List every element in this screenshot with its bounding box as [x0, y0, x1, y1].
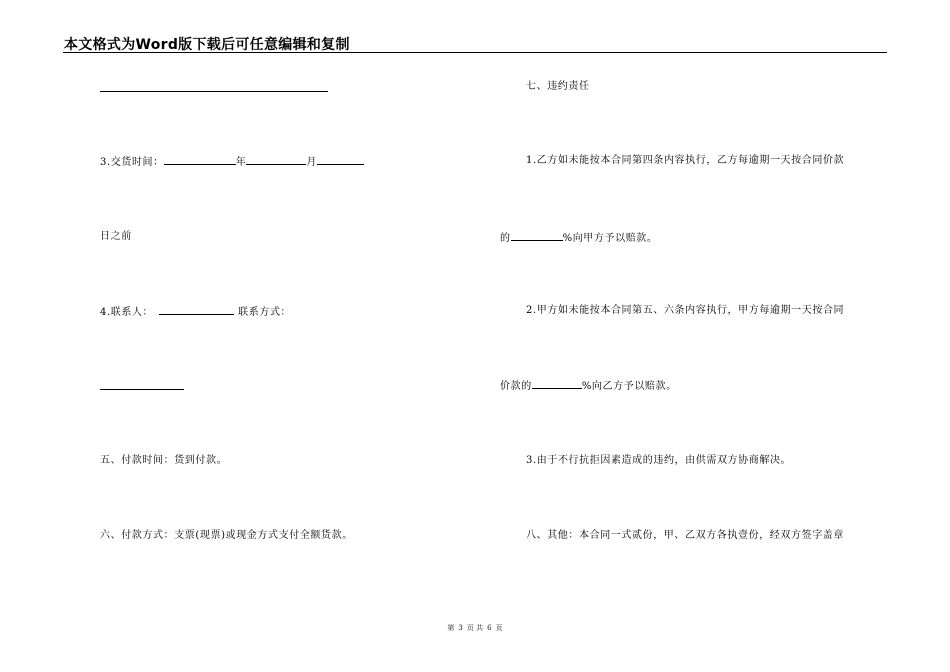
day-before-line: 日之前	[100, 231, 132, 242]
contact-label: 4.联系人：	[100, 307, 154, 318]
header-title: 本文格式为Word版下载后可任意编辑和复制	[64, 37, 350, 53]
blank-line-top	[100, 91, 328, 92]
contact-blank[interactable]	[159, 304, 234, 315]
footer-page-suffix: 页	[495, 624, 503, 632]
clause-1-line-1: 1.乙方如未能按本合同第四条内容执行，乙方每逾期一天按合同价款	[526, 155, 845, 166]
footer-current-page: 3	[458, 624, 463, 632]
section-eight-line: 八、其他：本合同一式贰份，甲、乙双方各执壹份，经双方签字盖章	[526, 530, 844, 541]
clause-2-line-2	[500, 378, 677, 394]
clause-3-line: 3.由于不行抗拒因素造成的违约，由供需双方协商解决。	[526, 455, 792, 466]
clause-2-percent-blank[interactable]	[532, 378, 582, 389]
delivery-time-line	[100, 154, 364, 170]
clause-2-suffix: %向乙方予以赔款。	[581, 381, 677, 392]
clause-1-line-2	[500, 230, 658, 246]
month-label: 月	[306, 157, 317, 168]
year-label: 年	[235, 157, 247, 168]
year-blank[interactable]	[164, 154, 236, 165]
clause-1-prefix: 的	[500, 233, 511, 244]
payment-method-line: 六、付款方式：支票(现票)或现金方式支付全额货款。	[100, 530, 353, 541]
contact-method-blank[interactable]	[100, 389, 184, 390]
header-divider	[63, 52, 887, 53]
clause-2-prefix: 价款的	[500, 381, 532, 392]
month-blank[interactable]	[246, 154, 306, 165]
page-footer	[0, 623, 950, 633]
clause-1-percent-blank[interactable]	[511, 230, 563, 241]
contact-method-label: 联系方式：	[238, 307, 292, 318]
payment-time-line: 五、付款时间：货到付款。	[100, 455, 228, 466]
footer-page-mid: 页 共	[466, 624, 484, 632]
footer-page-prefix: 第	[447, 624, 455, 632]
delivery-time-label: 3.交货时间：	[100, 157, 164, 168]
clause-1-suffix: %向甲方予以赔款。	[562, 233, 658, 244]
contact-line	[100, 304, 291, 320]
footer-total-pages: 6	[487, 624, 492, 632]
clause-2-line-1: 2.甲方如未能按本合同第五、六条内容执行，甲方每逾期一天按合同	[526, 305, 845, 316]
day-blank[interactable]	[317, 154, 364, 165]
section-seven-heading: 七、违约责任	[526, 81, 590, 92]
